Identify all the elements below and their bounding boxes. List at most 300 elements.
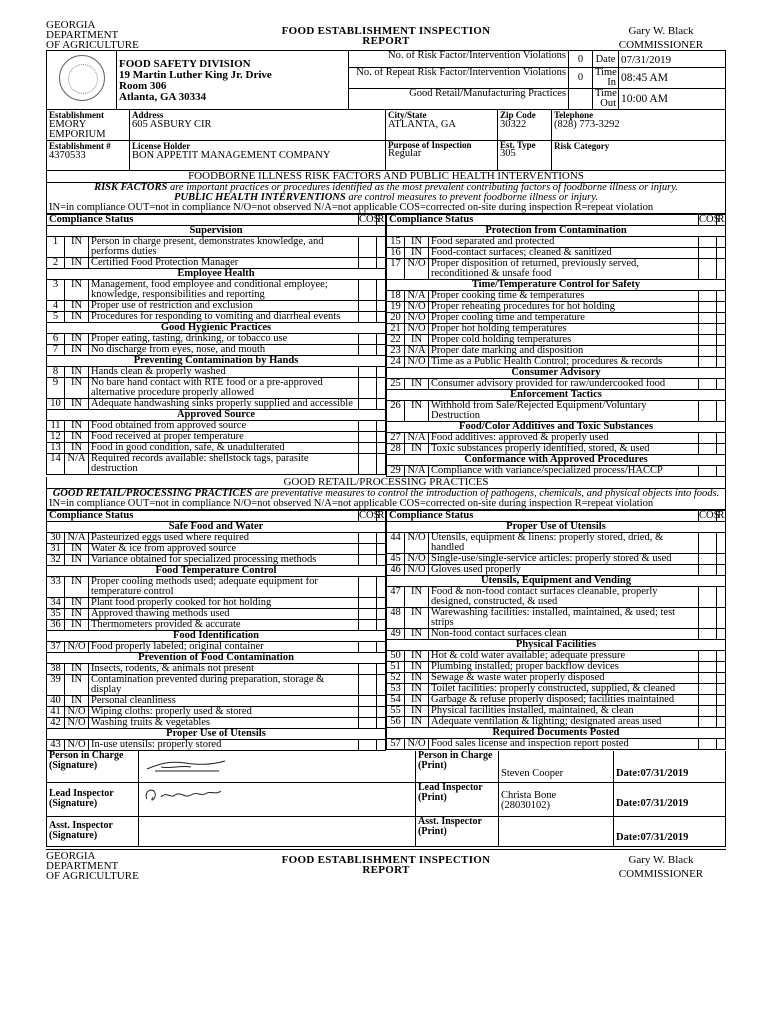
lead-id-text: (28030102) (501, 799, 550, 811)
pic-name-text: Steven Cooper (501, 768, 564, 779)
risk-factors-def: are important practices or procedures identified as the most prevalent contributing factors of foodborne illness or injury. (167, 182, 678, 193)
item-status: IN (65, 301, 89, 312)
agency-line: OF AGRICULTURE (46, 869, 139, 882)
status-legend: IN=in compliance OUT=not in compliance N/O=not observed N/A=not applicable COS=corrected on-site during inspection R=repeat violation (49, 202, 654, 213)
pic-signature (139, 751, 416, 782)
est-number-label: Establishment # (49, 141, 111, 151)
risk-category-label: Risk Category (554, 141, 610, 151)
item-repeat (377, 544, 386, 555)
section-heading-row (387, 640, 726, 651)
item-status: IN (65, 598, 89, 609)
item-cos (699, 444, 717, 455)
item-description: No bare hand contact with RTE food or a pre-approved alternative procedure properly allowed (89, 378, 359, 399)
section-heading: Required Documents Posted (387, 728, 726, 739)
item-repeat (717, 706, 726, 717)
item-repeat (377, 577, 386, 598)
item-description: Person in charge present, demonstrates knowledge, and performs duties (89, 237, 359, 258)
item-cos (359, 301, 377, 312)
item-repeat (717, 313, 726, 324)
title-line: REPORT (362, 863, 410, 876)
section-heading: Enforcement Tactics (387, 390, 726, 401)
item-cos (699, 302, 717, 313)
item-number: 38 (47, 664, 65, 675)
item-status: IN (65, 555, 89, 566)
good-retail-columns (46, 510, 726, 751)
pic-date-text: Date:07/31/2019 (616, 768, 689, 779)
item-number: 33 (47, 577, 65, 598)
item-status: IN (405, 706, 429, 717)
item-repeat (377, 609, 386, 620)
item-repeat (377, 421, 386, 432)
item-description: Consumer advisory provided for raw/undercooked food (429, 379, 699, 390)
asst-name (499, 816, 614, 846)
item-description: Utensils, equipment & linens: properly stored, dried, & handled (429, 533, 699, 554)
item-description: Compliance with variance/specialized process/HACCP (429, 466, 699, 477)
item-cos (699, 335, 717, 346)
item-description: Procedures for responding to vomiting and diarrheal events (89, 312, 359, 323)
compliance-item-row (387, 357, 726, 368)
compliance-item-row (387, 684, 726, 695)
item-cos (699, 673, 717, 684)
item-cos (699, 401, 717, 422)
item-cos (699, 357, 717, 368)
risk-factors-term: RISK FACTORS (94, 182, 168, 193)
item-description: Proper disposition of returned, previously served, reconditioned & unsafe food (429, 259, 699, 280)
compliance-item-row (387, 717, 726, 728)
asst-signature-label-text: Asst. Inspector (Signature) (49, 819, 113, 841)
item-status: IN (65, 378, 89, 399)
item-repeat (377, 334, 386, 345)
report-title (282, 20, 491, 46)
item-description: In-use utensils: properly stored (89, 740, 359, 751)
compliance-item-row (47, 609, 386, 620)
column-header-row (387, 511, 726, 522)
compliance-item-row (387, 554, 726, 565)
item-description: Proper eating, tasting, drinking, or tobacco use (89, 334, 359, 345)
section-heading: Proper Use of Utensils (387, 522, 726, 533)
item-number: 40 (47, 696, 65, 707)
compliance-item-row (387, 248, 726, 259)
item-status: N/O (405, 357, 429, 368)
item-cos (699, 651, 717, 662)
section-heading-row (47, 653, 386, 664)
phone-label: Telephone (554, 110, 594, 120)
repeat-header: R (717, 214, 725, 225)
item-number: 5 (47, 312, 65, 323)
item-repeat (377, 443, 386, 454)
compliance-item-row (47, 258, 386, 269)
section-heading: Safe Food and Water (47, 522, 386, 533)
item-description: Wiping cloths: properly used & stored (89, 707, 359, 718)
compliance-item-row (47, 280, 386, 301)
column-header-row (47, 215, 386, 226)
compliance-item-row (387, 324, 726, 335)
city-label: City/State (388, 110, 427, 120)
item-number: 41 (47, 707, 65, 718)
section-heading: Good Hygienic Practices (47, 323, 386, 334)
item-cos (359, 432, 377, 443)
time-in-label: Time In (593, 68, 619, 89)
zip-value: 30322 (500, 119, 527, 130)
compliance-item-row (387, 259, 726, 280)
item-cos (359, 555, 377, 566)
item-number: 23 (387, 346, 405, 357)
item-number: 13 (47, 443, 65, 454)
item-status: IN (405, 401, 429, 422)
item-number: 45 (387, 554, 405, 565)
cos-header: COS (699, 214, 720, 225)
item-cos (359, 334, 377, 345)
item-cos (359, 454, 377, 475)
item-number: 8 (47, 367, 65, 378)
seal-cell (47, 51, 117, 110)
item-description: Single-use/single-service articles: properly stored & used (429, 554, 699, 565)
item-description: Garbage & refuse properly disposed; facilities maintained (429, 695, 699, 706)
item-repeat (377, 258, 386, 269)
column-header-row (47, 511, 386, 522)
good-retail-label: Good Retail/Manufacturing Practices (349, 89, 569, 110)
compliance-item-row (47, 642, 386, 653)
item-repeat (377, 237, 386, 258)
item-description: Thermometers provided & accurate (89, 620, 359, 631)
status-legend: IN=in compliance OUT=not in compliance N/O=not observed N/A=not applicable COS=corrected on-site during inspection R=repeat violation (49, 498, 654, 509)
risk-category-cell (552, 141, 726, 171)
item-description: Required records available: shellstock tags, parasite destruction (89, 454, 359, 475)
title-line: REPORT (362, 35, 410, 47)
division-block (46, 50, 726, 110)
item-number: 16 (387, 248, 405, 259)
compliance-item-row (47, 696, 386, 707)
lead-signature-label (47, 782, 139, 816)
item-status: IN (405, 608, 429, 629)
asst-print-label (416, 816, 499, 846)
item-description: No discharge from eyes, nose, and mouth (89, 345, 359, 356)
item-description: Food-contact surfaces; cleaned & sanitized (429, 248, 699, 259)
compliance-item-row (47, 740, 386, 751)
compliance-status-header: Compliance Status (47, 215, 359, 226)
item-cos (699, 717, 717, 728)
compliance-item-row (47, 718, 386, 729)
item-status: N/O (65, 718, 89, 729)
report-title (282, 851, 491, 875)
phone-cell (552, 110, 726, 141)
item-status: N/O (405, 554, 429, 565)
item-status: N/A (65, 454, 89, 475)
item-description: Adequate ventilation & lighting; designated areas used (429, 717, 699, 728)
item-repeat (717, 291, 726, 302)
section-heading-row (387, 390, 726, 401)
item-number: 46 (387, 565, 405, 576)
item-status: N/A (405, 466, 429, 477)
item-description: Certified Food Protection Manager (89, 258, 359, 269)
item-number: 48 (387, 608, 405, 629)
item-number: 29 (387, 466, 405, 477)
item-number: 12 (47, 432, 65, 443)
item-number: 42 (47, 718, 65, 729)
compliance-status-header: Compliance Status (47, 511, 359, 522)
purpose-cell (386, 141, 498, 171)
item-cos (699, 739, 717, 750)
repeat-violations-label: No. of Repeat Risk Factor/Intervention Violations (349, 68, 569, 89)
agency-line: OF AGRICULTURE (46, 39, 139, 51)
item-description: Water & ice from approved source (89, 544, 359, 555)
item-cos (359, 237, 377, 258)
compliance-item-row (387, 565, 726, 576)
georgia-seal-icon (59, 55, 105, 101)
item-number: 43 (47, 740, 65, 751)
item-description: Hot & cold water available; adequate pressure (429, 651, 699, 662)
pic-signature-image-icon (141, 751, 231, 777)
section-heading-row (47, 269, 386, 280)
section-heading-row (47, 631, 386, 642)
item-status: N/O (405, 324, 429, 335)
item-repeat (377, 598, 386, 609)
item-repeat (717, 717, 726, 728)
division-address-line: 19 Martin Luther King Jr. Drive (119, 69, 272, 81)
item-status: IN (65, 334, 89, 345)
item-description: Proper use of restriction and exclusion (89, 301, 359, 312)
item-repeat (377, 740, 386, 751)
section-heading-row (387, 280, 726, 291)
item-description: Adequate handwashing sinks properly supplied and accessible (89, 399, 359, 410)
item-cos (699, 684, 717, 695)
item-repeat (717, 651, 726, 662)
zip-label: Zip Code (500, 110, 536, 120)
lead-name (499, 782, 614, 816)
item-cos (359, 443, 377, 454)
item-status: IN (65, 609, 89, 620)
item-repeat (377, 696, 386, 707)
item-repeat (377, 280, 386, 301)
section-heading-row (47, 729, 386, 740)
holder-label: License Holder (132, 141, 191, 151)
establishment-cell (47, 110, 130, 141)
compliance-item-row (47, 544, 386, 555)
item-cos (699, 695, 717, 706)
compliance-item-row (387, 346, 726, 357)
good-right-table (386, 510, 726, 750)
item-number: 6 (47, 334, 65, 345)
item-description: Food received at proper temperature (89, 432, 359, 443)
compliance-item-row (47, 664, 386, 675)
item-cos (699, 565, 717, 576)
item-status: IN (65, 696, 89, 707)
city-value: ATLANTA, GA (388, 119, 456, 130)
section-heading: Consumer Advisory (387, 368, 726, 379)
item-repeat (717, 684, 726, 695)
lead-signature-label-text: Lead Inspector (Signature) (49, 787, 114, 809)
compliance-item-row (387, 739, 726, 750)
item-cos (359, 367, 377, 378)
zip-cell (498, 110, 552, 141)
commissioner (596, 20, 726, 50)
agency-line: DEPARTMENT (46, 859, 119, 872)
item-number: 52 (387, 673, 405, 684)
item-status: IN (405, 673, 429, 684)
item-status: IN (65, 544, 89, 555)
repeat-header: R (717, 510, 725, 521)
lead-print-label-text: Lead Inspector (Print) (418, 781, 483, 803)
compliance-item-row (47, 421, 386, 432)
item-repeat (377, 642, 386, 653)
item-description: Sewage & waste water properly disposed (429, 673, 699, 684)
item-cos (699, 259, 717, 280)
item-cos (699, 629, 717, 640)
item-repeat (717, 466, 726, 477)
phi-def: are control measures to prevent foodborne illness or injury. (345, 192, 598, 203)
item-status: IN (65, 367, 89, 378)
item-number: 55 (387, 706, 405, 717)
compliance-item-row (47, 378, 386, 399)
item-repeat (377, 620, 386, 631)
item-cos (359, 675, 377, 696)
compliance-item-row (387, 237, 726, 248)
lead-print-label (416, 782, 499, 816)
commissioner-title: COMMISSIONER (618, 867, 704, 880)
item-cos (359, 598, 377, 609)
division-address (117, 51, 349, 110)
item-number: 11 (47, 421, 65, 432)
item-status: IN (65, 664, 89, 675)
item-description: Pasteurized eggs used where required (89, 533, 359, 544)
holder-value: BON APPETIT MANAGEMENT COMPANY (132, 150, 331, 161)
item-cos (359, 312, 377, 323)
repeat-header: R (377, 214, 385, 225)
item-description: Withhold from Sale/Rejected Equipment/Voluntary Destruction (429, 401, 699, 422)
item-status: IN (405, 335, 429, 346)
city-cell (386, 110, 498, 141)
compliance-item-row (387, 379, 726, 390)
compliance-status-header: Compliance Status (387, 215, 699, 226)
section-heading-row (47, 522, 386, 533)
address-value: 605 ASBURY CIR (132, 119, 212, 130)
item-repeat (717, 554, 726, 565)
lead-date (614, 782, 726, 816)
item-repeat (377, 675, 386, 696)
item-cos (359, 345, 377, 356)
item-repeat (377, 345, 386, 356)
item-description: Food & non-food contact surfaces cleanable, properly designed, constructed, & used (429, 587, 699, 608)
pic-date (614, 751, 726, 782)
item-status: N/A (405, 291, 429, 302)
item-status: IN (405, 684, 429, 695)
compliance-item-row (387, 706, 726, 717)
risk-left-table (46, 214, 386, 475)
item-repeat (717, 565, 726, 576)
item-status: IN (65, 399, 89, 410)
item-repeat (717, 335, 726, 346)
compliance-item-row (387, 533, 726, 554)
item-cos (699, 237, 717, 248)
item-cos (699, 313, 717, 324)
commissioner (596, 851, 726, 879)
item-status: IN (65, 237, 89, 258)
item-status: IN (405, 695, 429, 706)
item-number: 4 (47, 301, 65, 312)
compliance-item-row (47, 312, 386, 323)
type-label: Est. Type (500, 140, 536, 150)
item-repeat (377, 533, 386, 544)
item-description: Food obtained from approved source (89, 421, 359, 432)
report-footer (46, 849, 726, 881)
compliance-item-row (47, 620, 386, 631)
item-number: 31 (47, 544, 65, 555)
risk-section-banner: FOODBORNE ILLNESS RISK FACTORS AND PUBLIC HEALTH INTERVENTIONS (46, 171, 726, 183)
compliance-item-row (47, 367, 386, 378)
item-number: 15 (387, 237, 405, 248)
item-status: N/O (65, 740, 89, 751)
item-number: 50 (387, 651, 405, 662)
item-number: 1 (47, 237, 65, 258)
compliance-item-row (47, 675, 386, 696)
good-retail-def: are preventative measures to control the introduction of pathogens, chemicals, and physical objects into foods. (252, 488, 720, 499)
agency-line: GEORGIA (46, 19, 96, 31)
title-line: FOOD ESTABLISHMENT INSPECTION (281, 25, 491, 37)
section-heading-row (47, 356, 386, 367)
section-heading: Food/Color Additives and Toxic Substances (387, 422, 726, 433)
item-status: N/O (405, 259, 429, 280)
compliance-item-row (387, 662, 726, 673)
item-cos (359, 718, 377, 729)
item-repeat (717, 401, 726, 422)
item-status: IN (405, 587, 429, 608)
phone-value: (828) 773-3292 (554, 119, 620, 130)
section-heading: Time/Temperature Control for Safety (387, 280, 726, 291)
item-cos (359, 399, 377, 410)
est-number-value: 4370533 (49, 150, 86, 161)
item-cos (359, 609, 377, 620)
section-heading: Employee Health (47, 269, 386, 280)
item-description: Food in good condition, safe, & unadulterated (89, 443, 359, 454)
section-heading: Physical Facilities (387, 640, 726, 651)
compliance-item-row (47, 577, 386, 598)
item-cos (699, 533, 717, 554)
asst-print-label-text: Asst. Inspector (Print) (418, 815, 482, 837)
risk-violations-label: No. of Risk Factor/Intervention Violations (349, 51, 569, 68)
section-heading: Conformance with Approved Procedures (387, 455, 726, 466)
section-heading: Utensils, Equipment and Vending (387, 576, 726, 587)
commissioner-name: Gary W. Black (628, 25, 694, 37)
item-cos (359, 620, 377, 631)
date-label: Date (593, 51, 619, 68)
section-heading: Food Temperature Control (47, 566, 386, 577)
risk-section-intro (46, 183, 726, 214)
item-status: N/O (405, 302, 429, 313)
compliance-item-row (47, 399, 386, 410)
item-cos (699, 433, 717, 444)
compliance-item-row (47, 533, 386, 544)
purpose-label: Purpose of Inspection (388, 140, 472, 150)
column-header-row (387, 215, 726, 226)
item-description: Toilet facilities: properly constructed, supplied, & cleaned (429, 684, 699, 695)
item-description: Food properly labeled; original container (89, 642, 359, 653)
item-cos (359, 258, 377, 269)
item-description: Proper hot holding temperatures (429, 324, 699, 335)
lead-signature-image-icon (141, 783, 231, 807)
item-cos (699, 706, 717, 717)
item-repeat (717, 587, 726, 608)
item-description: Food sales license and inspection report posted (429, 739, 699, 750)
item-status: IN (405, 237, 429, 248)
item-status: N/A (405, 433, 429, 444)
item-repeat (717, 673, 726, 684)
item-repeat (717, 346, 726, 357)
time-in-value: 08:45 AM (619, 68, 726, 89)
item-description: Proper cooling methods used; adequate equipment for temperature control (89, 577, 359, 598)
phi-term: PUBLIC HEALTH INTERVENTIONS (174, 192, 346, 203)
item-number: 26 (387, 401, 405, 422)
compliance-item-row (387, 313, 726, 324)
